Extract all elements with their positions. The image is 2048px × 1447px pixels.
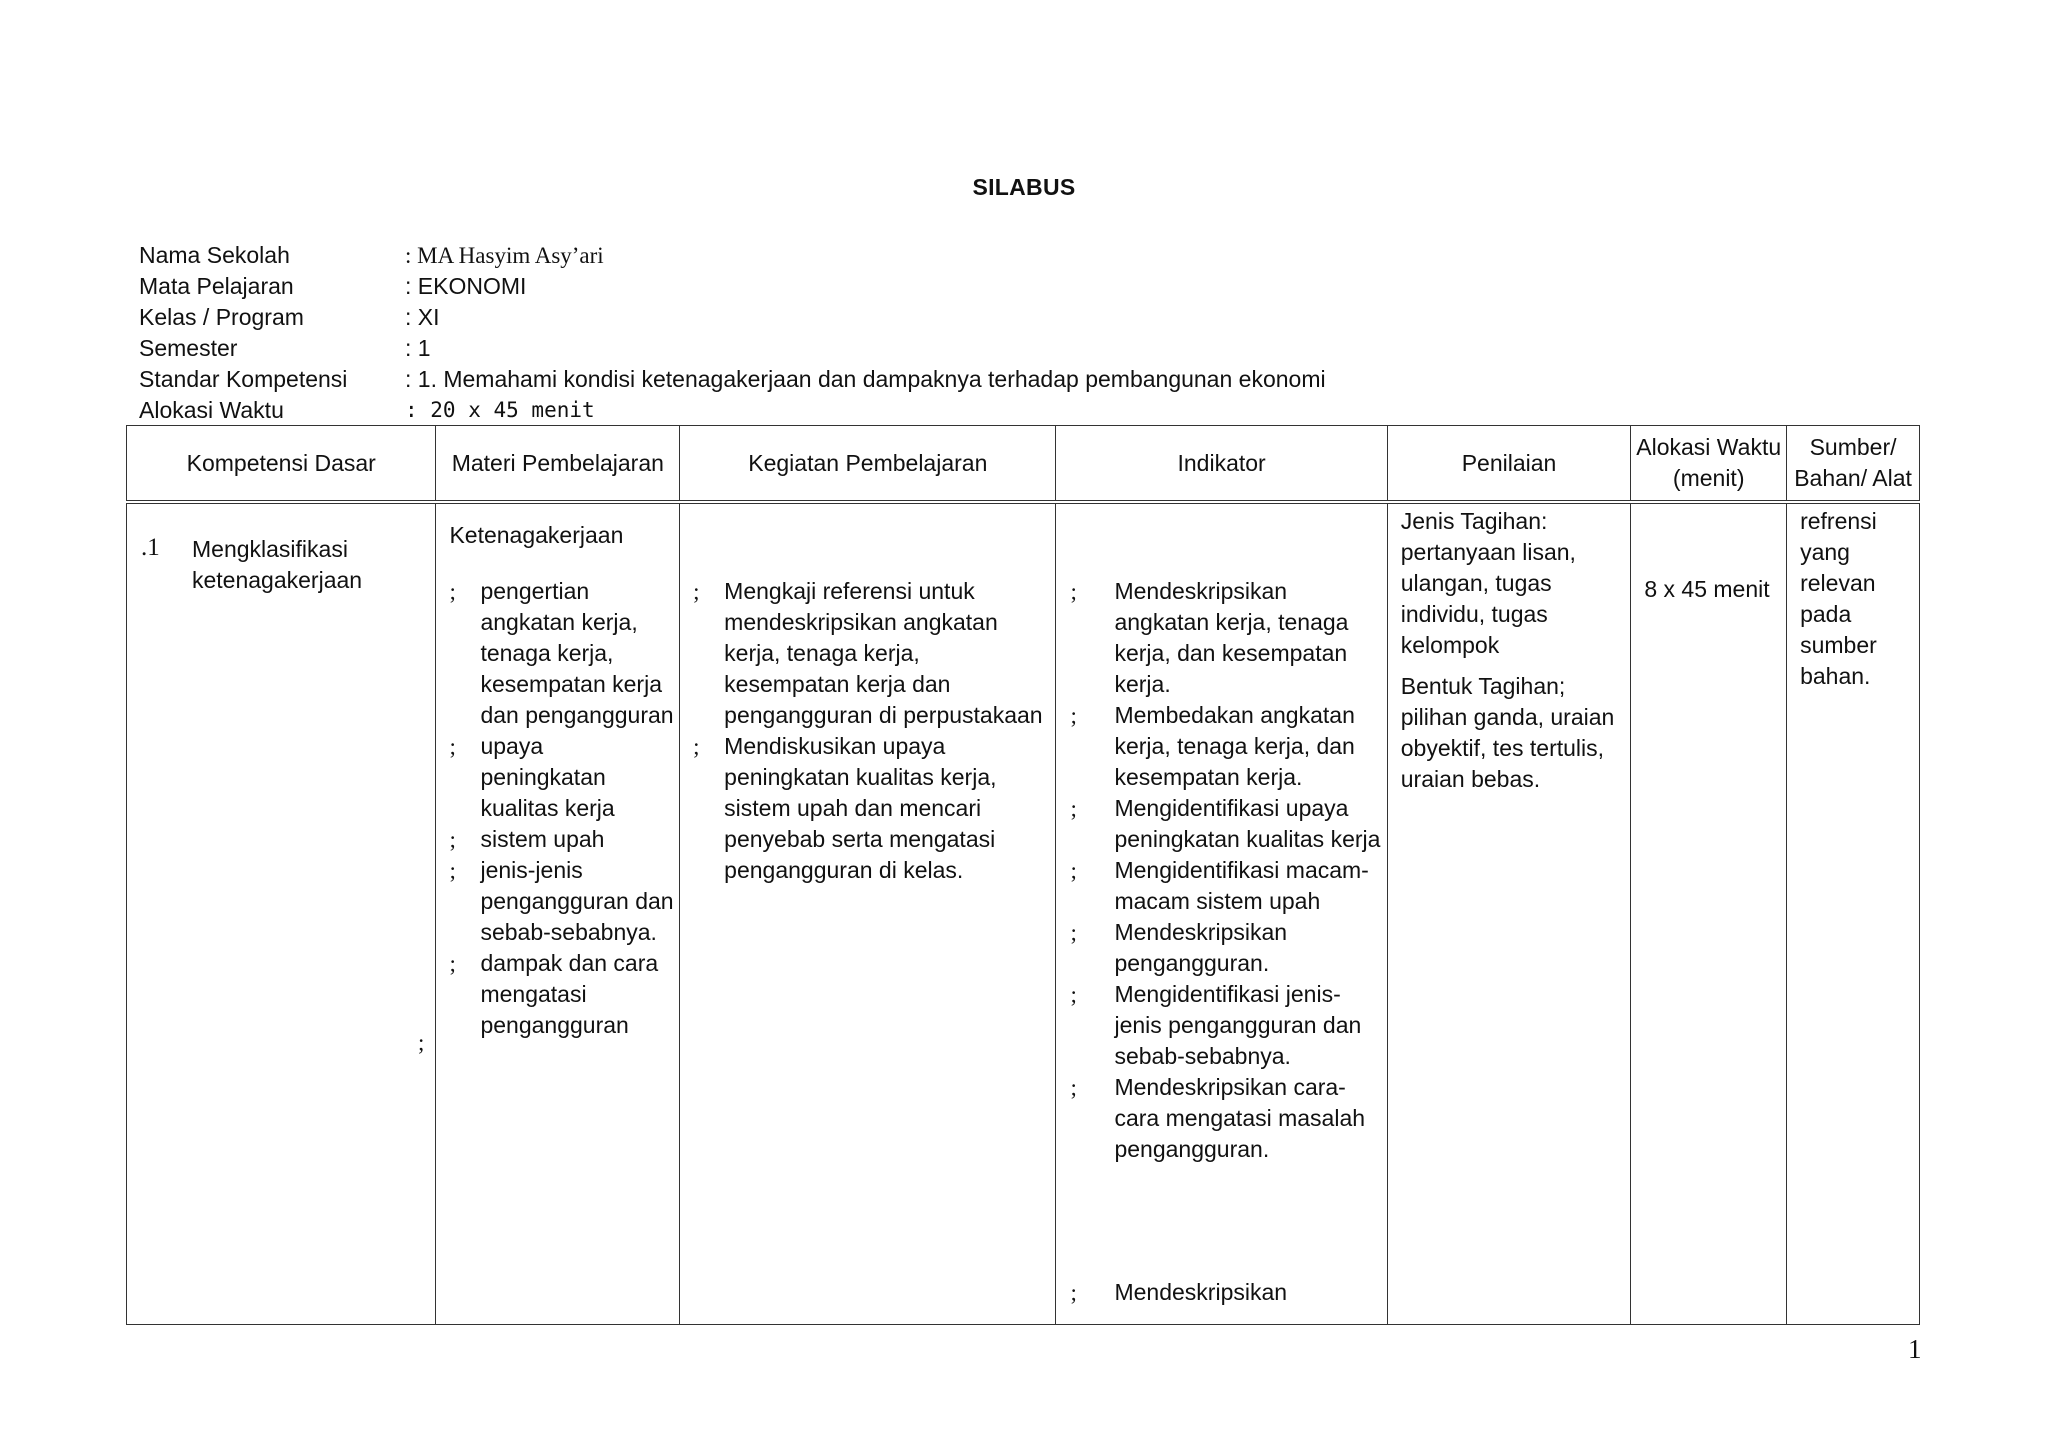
list-item: ; sistem upah: [449, 826, 605, 852]
header-kompetensi-dasar: Kompetensi Dasar: [127, 426, 436, 503]
meta-value: : EKONOMI: [405, 273, 527, 299]
meta-label: Mata Pelajaran: [139, 273, 294, 299]
list-item: ; Membedakan angkatan kerja, tenaga kerja, dan kesempatan kerja.: [1070, 702, 1355, 790]
sumber-value: refrensi yang relevan pada sumber bahan.: [1800, 508, 1877, 689]
kegiatan-list: [693, 576, 1051, 886]
meta-row-class: [139, 302, 1326, 333]
list-item: ; Mengkaji referensi untuk mendeskripsikan angkatan kerja, tenaga kerja, kesempatan kerja dan pengangguran di perpustakaan: [693, 578, 1043, 728]
materi-heading: Ketenagakerjaan: [449, 522, 624, 548]
kd-text-line: Mengklasifikasi: [192, 536, 348, 562]
cell-indikator: [1056, 502, 1387, 1325]
meta-value: : 1: [405, 335, 431, 361]
meta-label: Standar Kompetensi: [139, 366, 348, 392]
meta-row-school: [139, 240, 1326, 271]
bentuk-tagihan-value: pilihan ganda, uraian obyektif, tes tertulis, uraian bebas.: [1400, 704, 1615, 792]
cell-penilaian: [1387, 502, 1631, 1325]
list-item: ; Mendiskusikan upaya peningkatan kualitas kerja, sistem upah dan mencari penyebab serta mengatasi pengangguran di kelas.: [693, 733, 997, 883]
meta-value: : MA Hasyim Asy’ari: [405, 243, 604, 268]
meta-label: Alokasi Waktu: [139, 397, 284, 423]
jenis-tagihan-value: pertanyaan lisan, ulangan, tugas individu, tugas kelompok: [1400, 539, 1576, 658]
meta-value: : 1. Memahami kondisi ketenagakerjaan dan dampaknya terhadap pembangunan ekonomi: [405, 366, 1326, 392]
table-header-row: [127, 426, 1920, 503]
list-item: ; Mengidentifikasi jenis-jenis pengangguran dan sebab-sebabnya.: [1070, 981, 1362, 1069]
list-item: ; dampak dan cara mengatasi pengangguran: [449, 950, 659, 1038]
meta-label: Semester: [139, 335, 238, 361]
jenis-tagihan-label: Jenis Tagihan:: [1400, 508, 1548, 534]
list-item: ; Mendeskripsikan cara-cara mengatasi masalah pengangguran.: [1070, 1074, 1366, 1162]
kd-marker: ;: [418, 1030, 425, 1055]
meta-label: Nama Sekolah: [139, 242, 290, 268]
cell-alokasi: [1631, 502, 1787, 1325]
list-item: ; Mengidentifikasi macam-macam sistem upah: [1070, 857, 1369, 914]
header-kegiatan: Kegiatan Pembelajaran: [680, 426, 1056, 503]
page-number: 1: [1908, 1334, 1922, 1364]
bentuk-tagihan-label: Bentuk Tagihan;: [1400, 673, 1566, 699]
meta-row-semester: [139, 333, 1326, 364]
meta-row-subject: [139, 271, 1326, 302]
list-item: ; Mendeskripsikan: [1070, 1279, 1288, 1305]
meta-value: : 20 x 45 menit: [405, 398, 595, 422]
cell-sumber: [1787, 502, 1920, 1325]
list-item: ; Mengidentifikasi upaya peningkatan kualitas kerja: [1070, 795, 1381, 852]
kd-text: [192, 534, 422, 596]
cell-materi: [436, 502, 680, 1325]
header-penilaian: Penilaian: [1387, 426, 1631, 503]
materi-list: [449, 576, 674, 1041]
list-item: ; jenis-jenis pengangguran dan sebab-sebabnya.: [449, 857, 674, 945]
header-sumber: Sumber/ Bahan/ Alat: [1787, 426, 1920, 503]
meta-row-time: [139, 395, 1326, 426]
list-item: ; upaya peningkatan kualitas kerja: [449, 733, 615, 821]
indikator-list-continued: [1070, 1277, 1386, 1308]
meta-row-standard: [139, 364, 1326, 395]
header-alokasi: Alokasi Waktu (menit): [1631, 426, 1787, 503]
meta-block: [139, 240, 1326, 426]
kd-text-line: ketenagakerjaan: [192, 567, 363, 593]
penilaian-block: [1401, 506, 1626, 795]
list-item: ; Mendeskripsikan angkatan kerja, tenaga kerja, dan kesempatan kerja.: [1070, 578, 1349, 697]
kd-number: .1: [141, 534, 160, 561]
meta-value: : XI: [405, 304, 440, 330]
list-item: ; pengertian angkatan kerja, tenaga kerja, kesempatan kerja dan pengangguran: [449, 578, 674, 728]
meta-label: Kelas / Program: [139, 304, 304, 330]
cell-kegiatan: [680, 502, 1056, 1325]
table-row: [127, 502, 1920, 1325]
indikator-list: [1070, 576, 1386, 1165]
header-indikator: Indikator: [1056, 426, 1387, 503]
header-materi: Materi Pembelajaran: [436, 426, 680, 503]
syllabus-table: [126, 425, 1920, 1325]
document-title: SILABUS: [972, 174, 1076, 200]
list-item: ; Mendeskripsikan pengangguran.: [1070, 919, 1288, 976]
cell-kompetensi: [127, 502, 436, 1325]
alokasi-value: 8 x 45 menit: [1644, 576, 1770, 602]
